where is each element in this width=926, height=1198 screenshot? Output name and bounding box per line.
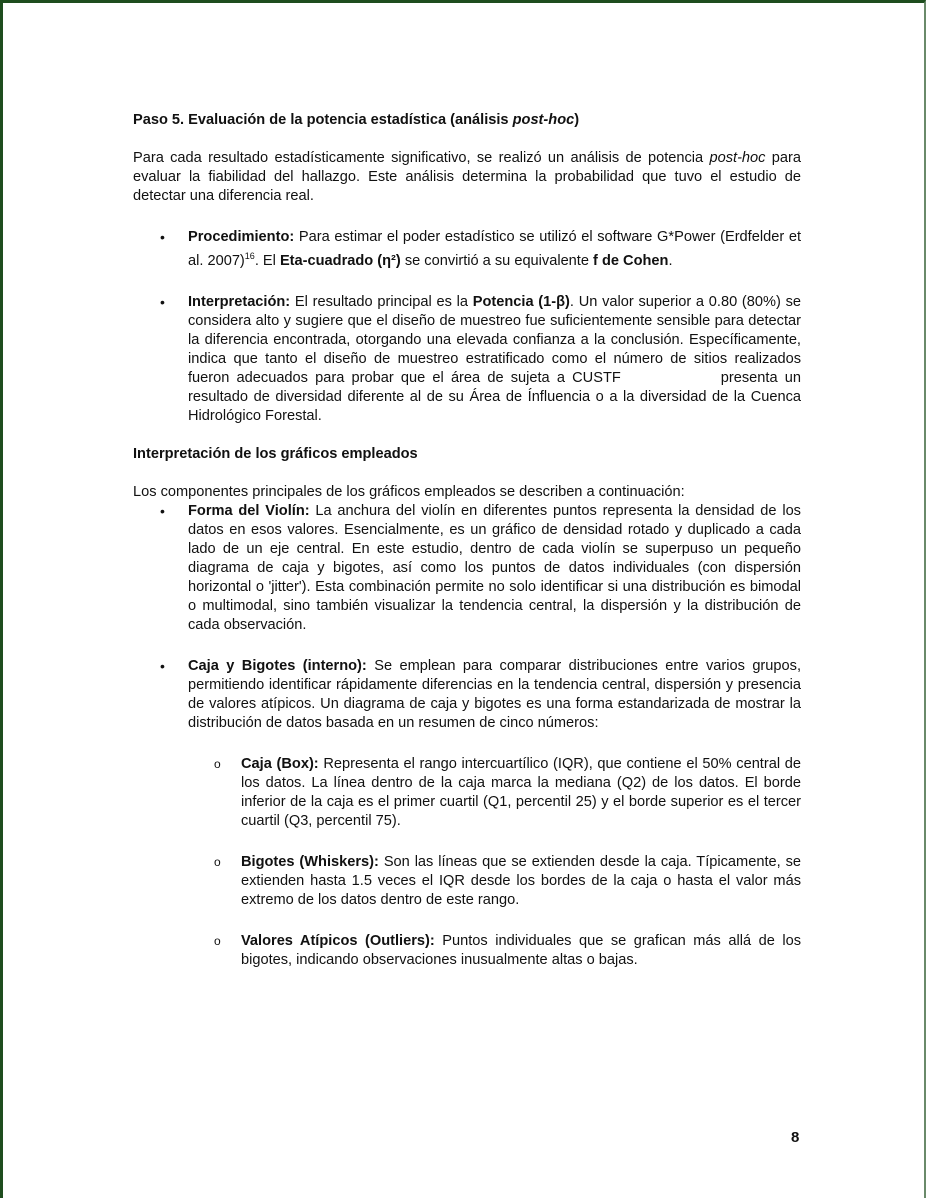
list-item-interpretacion: • Interpretación: El resultado principal es la Potencia (1-β). Un valor superior a 0.80 (80%) se considera alto y sugiere que el diseño de muestreo fue suficientemente sensible para detectar la diferencia encontrada, otorgando una elevada confianza a la conclusión. Específicamente, indica que tanto el diseño de muestreo estratificado como el número de sitios realizados fueron adecuados para probar que el área de sujeta a CUSTF presenta un resultado de diversidad diferente al de su Área de Ínfluencia o a la diversidad de la Cuenca Hidrológico Forestal. (160, 293, 801, 424)
bullet-icon: • (160, 229, 165, 245)
page-number: 8 (791, 1129, 800, 1146)
list-item-procedimiento: • Procedimiento: Para estimar el poder estadístico se utilizó el software G*Power (Erdfelder et al. 2007)$^{16}$. El Eta-cuadrado (η²) se convirtió a su equivalente f de Cohen. (160, 229, 801, 269)
list-item-caja-bigotes: • Caja y Bigotes (interno): Se emplean para comparar distribuciones entre varios grupos, permitiendo identificar rápidamente diferencias en la tendencia central, dispersión y presencia de valores atípicos. Un diagrama de caja y bigotes es una forma estandarizada de mostrar la distribución de datos basada en un resumen de cinco números: (160, 657, 801, 731)
sub-bullet-icon: o (214, 854, 221, 869)
sub-list-item-caja: o Caja (Box): Representa el rango intercuartílico (IQR), que contiene el 50% central de los datos. La línea dentro de la caja marca la mediana (Q2) de los datos. El borde inferior de la caja es el primer cuartil (Q1, percentil 25) y el borde superior es el tercer cuartil (Q3, percentil 75). (214, 755, 801, 829)
section-heading-graficos: Interpretación de los gráficos empleados (133, 445, 418, 462)
page-content (133, 111, 801, 970)
graficos-intro-paragraph: Los componentes principales de los gráficos empleados se describen a continuación: (133, 483, 685, 500)
sub-bullet-icon: o (214, 933, 221, 948)
bullet-icon: • (160, 293, 165, 310)
bullet-icon: • (160, 657, 165, 674)
sub-list-item-atipicos: o Valores Atípicos (Outliers): Puntos individuales que se grafican más allá de los bigotes, indicando observaciones inusualmente altas o bajas. (214, 932, 801, 968)
sub-list-item-bigotes: o Bigotes (Whiskers): Son las líneas que se extienden desde la caja. Típicamente, se extienden hasta 1.5 veces el IQR desde los bordes de la caja o hasta el valor más extremo de los datos dentro de este rango. (214, 853, 801, 908)
list-item-violin: • Forma del Violín: La anchura del violín en diferentes puntos representa la densidad de los datos en esos valores. Esencialmente, es un gráfico de densidad rotado y duplicado a cada lado de un eje central. En este estudio, dentro de cada violín se superpuso un pequeño diagrama de caja y bigotes, así como los puntos de datos individuales (con dispersión horizontal o 'jitter'). Esta combinación permite no solo identificar si una distribución es bimodal o multimodal, sino también visualizar la tendencia central, la dispersión y la distribución de cada observación. (160, 502, 801, 633)
paso5-intro-paragraph: Para cada resultado estadísticamente significativo, se realizó un análisis de potencia post-hoc para evaluar la fiabilidad del hallazgo. Este análisis determina la probabilidad que tuvo el estudio de detectar una diferencia real. (133, 150, 801, 204)
section-heading-paso5: Paso 5. Evaluación de la potencia estadística (análisis post-hoc) (133, 112, 580, 128)
sub-bullet-icon: o (214, 756, 221, 771)
bullet-icon: • (160, 502, 165, 519)
